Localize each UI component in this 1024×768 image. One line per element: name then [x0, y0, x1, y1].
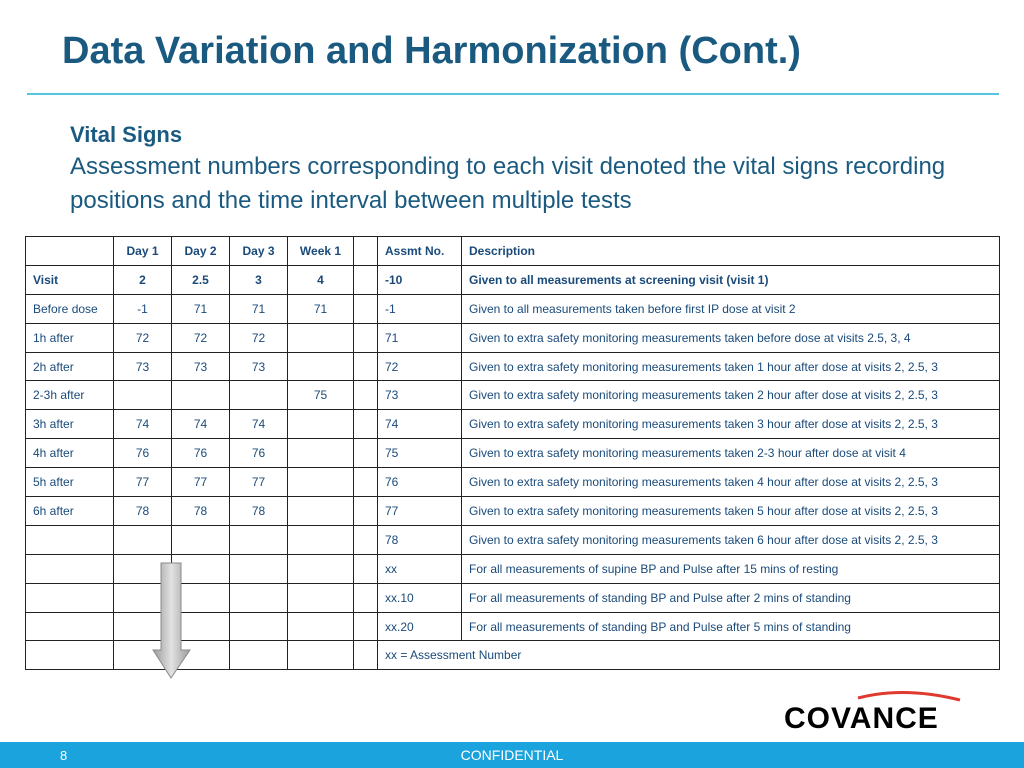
- vital-signs-table: [25, 236, 1000, 670]
- table-header-cell: [354, 237, 378, 266]
- table-row: [26, 468, 1000, 497]
- table-cell: [230, 525, 288, 554]
- table-cell: 4h after: [26, 439, 114, 468]
- table-cell: [26, 612, 114, 641]
- table-cell: Given to extra safety monitoring measurements taken 5 hour after dose at visits 2, 2.5, 3: [462, 497, 1000, 526]
- table-cell: Given to all measurements taken before first IP dose at visit 2: [462, 294, 1000, 323]
- table-cell: [26, 525, 114, 554]
- table-cell: [288, 468, 354, 497]
- table-cell: 78: [378, 525, 462, 554]
- section-heading: Vital Signs: [70, 122, 183, 147]
- table-cell: -10: [378, 265, 462, 294]
- table-cell: -1: [114, 294, 172, 323]
- table-cell: [354, 641, 378, 670]
- table-cell: [172, 612, 230, 641]
- table-cell: 2.5: [172, 265, 230, 294]
- table-cell: xx = Assessment Number: [378, 641, 1000, 670]
- table-cell: [354, 381, 378, 410]
- table-cell: 75: [378, 439, 462, 468]
- table-cell: [354, 323, 378, 352]
- table-row: [26, 352, 1000, 381]
- table-cell: Before dose: [26, 294, 114, 323]
- table-cell: 6h after: [26, 497, 114, 526]
- table-cell: [354, 497, 378, 526]
- slide-title: Data Variation and Harmonization (Cont.): [62, 30, 801, 72]
- table-cell: 3: [230, 265, 288, 294]
- table-cell: [172, 583, 230, 612]
- table-cell: [354, 410, 378, 439]
- table-cell: Given to extra safety monitoring measurements taken 2 hour after dose at visits 2, 2.5, 3: [462, 381, 1000, 410]
- table-row: [26, 641, 1000, 670]
- table-cell: 73: [172, 352, 230, 381]
- table-cell: [354, 612, 378, 641]
- table-cell: xx.10: [378, 583, 462, 612]
- table-cell: [230, 583, 288, 612]
- table-cell: 78: [172, 497, 230, 526]
- table-header-cell: Day 1: [114, 237, 172, 266]
- table-header-cell: Week 1: [288, 237, 354, 266]
- table-cell: xx: [378, 554, 462, 583]
- table-cell: Given to all measurements at screening visit (visit 1): [462, 265, 1000, 294]
- table-cell: [354, 265, 378, 294]
- table-cell: 2-3h after: [26, 381, 114, 410]
- table-cell: [354, 583, 378, 612]
- table-cell: Given to extra safety monitoring measurements taken 1 hour after dose at visits 2, 2.5, 3: [462, 352, 1000, 381]
- table-cell: [288, 323, 354, 352]
- table-cell: [354, 294, 378, 323]
- table-cell: 72: [114, 323, 172, 352]
- table-cell: 76: [172, 439, 230, 468]
- table-row: [26, 323, 1000, 352]
- table-header-row: [26, 237, 1000, 266]
- table-cell: Given to extra safety monitoring measurements taken 6 hour after dose at visits 2, 2.5, 3: [462, 525, 1000, 554]
- table-cell: 74: [172, 410, 230, 439]
- table-cell: [230, 554, 288, 583]
- table-cell: [288, 554, 354, 583]
- table-cell: 73: [114, 352, 172, 381]
- table-header-cell: Day 3: [230, 237, 288, 266]
- table-cell: [114, 641, 172, 670]
- table-cell: 2: [114, 265, 172, 294]
- table-cell: 1h after: [26, 323, 114, 352]
- table-cell: [26, 641, 114, 670]
- table-cell: [230, 381, 288, 410]
- table-cell: For all measurements of standing BP and Pulse after 2 mins of standing: [462, 583, 1000, 612]
- title-divider: [27, 93, 999, 95]
- table-cell: 71: [172, 294, 230, 323]
- table-row: [26, 294, 1000, 323]
- table-cell: Given to extra safety monitoring measurements taken 3 hour after dose at visits 2, 2.5, 3: [462, 410, 1000, 439]
- table-cell: [172, 641, 230, 670]
- table-cell: Visit: [26, 265, 114, 294]
- table-cell: [172, 525, 230, 554]
- table-cell: [114, 525, 172, 554]
- table-cell: [288, 583, 354, 612]
- table-cell: 78: [230, 497, 288, 526]
- table-header-cell: Description: [462, 237, 1000, 266]
- table-cell: 71: [378, 323, 462, 352]
- table-row: [26, 381, 1000, 410]
- table-cell: Given to extra safety monitoring measurements taken 2-3 hour after dose at visit 4: [462, 439, 1000, 468]
- table-cell: 73: [378, 381, 462, 410]
- table-cell: 75: [288, 381, 354, 410]
- table-cell: 71: [230, 294, 288, 323]
- table-row: [26, 410, 1000, 439]
- table-cell: 2h after: [26, 352, 114, 381]
- table-cell: 78: [114, 497, 172, 526]
- table-cell: 73: [230, 352, 288, 381]
- table-cell: [354, 554, 378, 583]
- section-description: Assessment numbers corresponding to each visit denoted the vital signs recording positions and the time interval between multiple tests: [70, 153, 946, 214]
- table-cell: 74: [230, 410, 288, 439]
- table-cell: 72: [230, 323, 288, 352]
- table-cell: [26, 554, 114, 583]
- table-cell: 76: [230, 439, 288, 468]
- table-cell: 77: [230, 468, 288, 497]
- table-cell: 72: [378, 352, 462, 381]
- table-cell: [114, 612, 172, 641]
- table-cell: [26, 583, 114, 612]
- table-cell: [354, 439, 378, 468]
- table-row: [26, 583, 1000, 612]
- table-cell: 76: [114, 439, 172, 468]
- table-cell: 77: [378, 497, 462, 526]
- table-cell: Given to extra safety monitoring measurements taken before dose at visits 2.5, 3, 4: [462, 323, 1000, 352]
- footer-bar: [0, 742, 1024, 768]
- table-cell: For all measurements of supine BP and Pulse after 15 mins of resting: [462, 554, 1000, 583]
- table-cell: [288, 497, 354, 526]
- table-row: [26, 612, 1000, 641]
- table-row: [26, 265, 1000, 294]
- table-cell: [288, 612, 354, 641]
- table-cell: [288, 410, 354, 439]
- table-cell: 71: [288, 294, 354, 323]
- table-cell: For all measurements of standing BP and Pulse after 5 mins of standing: [462, 612, 1000, 641]
- table-row: [26, 554, 1000, 583]
- table-cell: [354, 352, 378, 381]
- table-cell: [230, 612, 288, 641]
- table-cell: 74: [114, 410, 172, 439]
- table-cell: [288, 641, 354, 670]
- table-cell: 74: [378, 410, 462, 439]
- page-number: 8: [60, 748, 68, 763]
- table-cell: [172, 381, 230, 410]
- table-cell: [114, 554, 172, 583]
- confidential-label: CONFIDENTIAL: [460, 747, 564, 763]
- table-cell: 76: [378, 468, 462, 497]
- table-header-cell: Day 2: [172, 237, 230, 266]
- table-cell: [114, 583, 172, 612]
- table-cell: 5h after: [26, 468, 114, 497]
- table-cell: -1: [378, 294, 462, 323]
- table-cell: [230, 641, 288, 670]
- table-cell: 3h after: [26, 410, 114, 439]
- table-cell: xx.20: [378, 612, 462, 641]
- table-cell: 4: [288, 265, 354, 294]
- logo-wordmark: COVANCE: [784, 702, 939, 735]
- table-header-cell: Assmt No.: [378, 237, 462, 266]
- table-cell: [288, 439, 354, 468]
- table-header-cell: [26, 237, 114, 266]
- table-cell: [172, 554, 230, 583]
- table-cell: [354, 525, 378, 554]
- table-cell: [288, 525, 354, 554]
- table-cell: 77: [114, 468, 172, 497]
- table-row: [26, 439, 1000, 468]
- table-cell: Given to extra safety monitoring measurements taken 4 hour after dose at visits 2, 2.5, 3: [462, 468, 1000, 497]
- table-cell: [354, 468, 378, 497]
- table-row: [26, 525, 1000, 554]
- table-cell: [288, 352, 354, 381]
- covance-logo: [784, 690, 974, 740]
- table-cell: [114, 381, 172, 410]
- table-cell: 72: [172, 323, 230, 352]
- table-cell: 77: [172, 468, 230, 497]
- table-row: [26, 497, 1000, 526]
